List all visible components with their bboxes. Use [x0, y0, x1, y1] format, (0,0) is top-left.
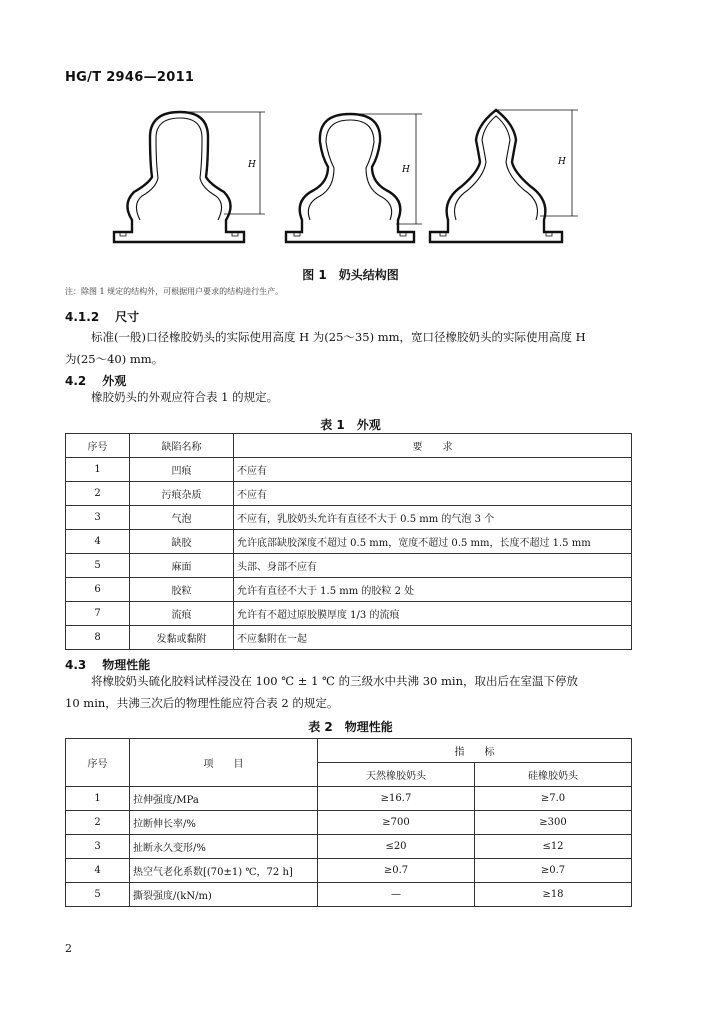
- page-number: 2: [65, 942, 72, 955]
- table-cell: 5: [66, 554, 130, 578]
- header-cell: 项 目: [130, 739, 318, 787]
- section-title: 物理性能: [102, 658, 151, 672]
- table-cell: 撕裂强度/(kN/m): [130, 883, 318, 907]
- table-cell: ≥7.0: [475, 787, 632, 811]
- table-cell: 拉断伸长率/%: [130, 811, 318, 835]
- table-cell: 4: [66, 859, 130, 883]
- table-cell: 2: [66, 811, 130, 835]
- table-cell: 胶粒: [130, 578, 234, 602]
- table-cell: 凹痕: [130, 458, 234, 482]
- table-header-row: [66, 739, 632, 763]
- nipple-structure-figure: [100, 92, 620, 262]
- header-cell: 缺陷名称: [130, 434, 234, 458]
- table-cell: 8: [66, 626, 130, 650]
- table-cell: ≤12: [475, 835, 632, 859]
- nipple-shape-1: [114, 112, 265, 242]
- table-cell: 热空气老化系数[(70±1) ℃，72 h]: [130, 859, 318, 883]
- header-cell: 硅橡胶奶头: [475, 763, 632, 787]
- table-cell: 麻面: [130, 554, 234, 578]
- paragraph-line: 标准(一般)口径橡胶奶头的实际使用高度 H 为(25～35) mm，宽口径橡胶奶头的实际使用高度 H: [91, 330, 586, 344]
- table-cell: 不应有: [234, 458, 632, 482]
- section-number: 4.2: [65, 374, 87, 388]
- header-cell: 序号: [66, 434, 130, 458]
- table-cell: 6: [66, 578, 130, 602]
- section-title: 尺寸: [115, 310, 140, 324]
- table-cell: 不应有: [234, 482, 632, 506]
- table-row: [66, 787, 632, 811]
- table-cell: 头部、身部不应有: [234, 554, 632, 578]
- table-cell: ≥0.7: [318, 859, 475, 883]
- table-row: [66, 458, 632, 482]
- section-number: 4.3: [65, 658, 87, 672]
- table-row: [66, 578, 632, 602]
- nipple-shape-2: [286, 114, 422, 242]
- table-cell: 允许有不超过原胶膜厚度 1/3 的流痕: [234, 602, 632, 626]
- figure-note: 注：除图 1 规定的结构外，可根据用户要求的结构进行生产。: [65, 287, 284, 296]
- table-cell: ≥0.7: [475, 859, 632, 883]
- dimension-label-h: H: [248, 160, 256, 170]
- paragraph-line: 将橡胶奶头硫化胶料试样浸没在 100 ℃ ± 1 ℃ 的三级水中共沸 30 min，取出后在室温下停放: [91, 674, 578, 688]
- paragraph-line: 10 min，共沸三次后的物理性能应符合表 2 的规定。: [65, 696, 339, 710]
- section-4-2-text: [65, 386, 635, 408]
- table-cell: ≥16.7: [318, 787, 475, 811]
- table-row: [66, 835, 632, 859]
- table-row: [66, 530, 632, 554]
- table-physical-properties: [65, 738, 632, 907]
- table-cell: 不应黏附在一起: [234, 626, 632, 650]
- table-cell: ≥700: [318, 811, 475, 835]
- table-cell: 3: [66, 506, 130, 530]
- table-cell: ≥18: [475, 883, 632, 907]
- table-cell: ≤20: [318, 835, 475, 859]
- table-cell: 4: [66, 530, 130, 554]
- document-code: HG/T 2946—2011: [65, 70, 195, 85]
- table-row: [66, 626, 632, 650]
- table1-caption: 表 1 外观: [320, 418, 381, 432]
- table-cell: —: [318, 883, 475, 907]
- table-cell: 污痕杂质: [130, 482, 234, 506]
- paragraph-line: 橡胶奶头的外观应符合表 1 的规定。: [91, 390, 279, 404]
- table-row: [66, 554, 632, 578]
- table-appearance: [65, 433, 632, 650]
- table-cell: 2: [66, 482, 130, 506]
- table-row: [66, 602, 632, 626]
- table-cell: 扯断永久变形/%: [130, 835, 318, 859]
- table-cell: 3: [66, 835, 130, 859]
- table-cell: ≥300: [475, 811, 632, 835]
- header-cell: 指 标: [318, 739, 632, 763]
- table-row: [66, 859, 632, 883]
- section-4-3-text: [65, 670, 635, 714]
- table-cell: 缺胶: [130, 530, 234, 554]
- dimension-label-h: H: [558, 157, 566, 167]
- table-header-row: [66, 434, 632, 458]
- table-cell: 发黏或黏附: [130, 626, 234, 650]
- table-cell: 拉伸强度/MPa: [130, 787, 318, 811]
- paragraph-line: 为(25～40) mm。: [65, 352, 164, 366]
- dimension-label-h: H: [402, 165, 410, 175]
- header-cell: 天然橡胶奶头: [318, 763, 475, 787]
- table-row: [66, 811, 632, 835]
- table-cell: 允许底部缺胶深度不超过 0.5 mm，宽度不超过 0.5 mm，长度不超过 1.5 mm: [234, 530, 632, 554]
- section-4-1-2-text: [65, 326, 635, 370]
- table-cell: 1: [66, 787, 130, 811]
- table2-caption: 表 2 物理性能: [308, 720, 393, 734]
- table-cell: 流痕: [130, 602, 234, 626]
- section-title: 外观: [102, 374, 127, 388]
- nipple-shape-3: [430, 110, 578, 242]
- table-cell: 7: [66, 602, 130, 626]
- table-cell: 不应有，乳胶奶头允许有直径不大于 0.5 mm 的气泡 3 个: [234, 506, 632, 530]
- table-row: [66, 482, 632, 506]
- header-cell: 序号: [66, 739, 130, 787]
- table-cell: 5: [66, 883, 130, 907]
- figure-caption: 图 1 奶头结构图: [302, 268, 399, 282]
- table-cell: 允许有直径不大于 1.5 mm 的胶粒 2 处: [234, 578, 632, 602]
- table-row: [66, 506, 632, 530]
- header-cell: 要 求: [234, 434, 632, 458]
- section-number: 4.1.2: [65, 310, 100, 324]
- table-cell: 气泡: [130, 506, 234, 530]
- table-row: [66, 883, 632, 907]
- table-cell: 1: [66, 458, 130, 482]
- section-4-1-2-heading: [65, 308, 139, 325]
